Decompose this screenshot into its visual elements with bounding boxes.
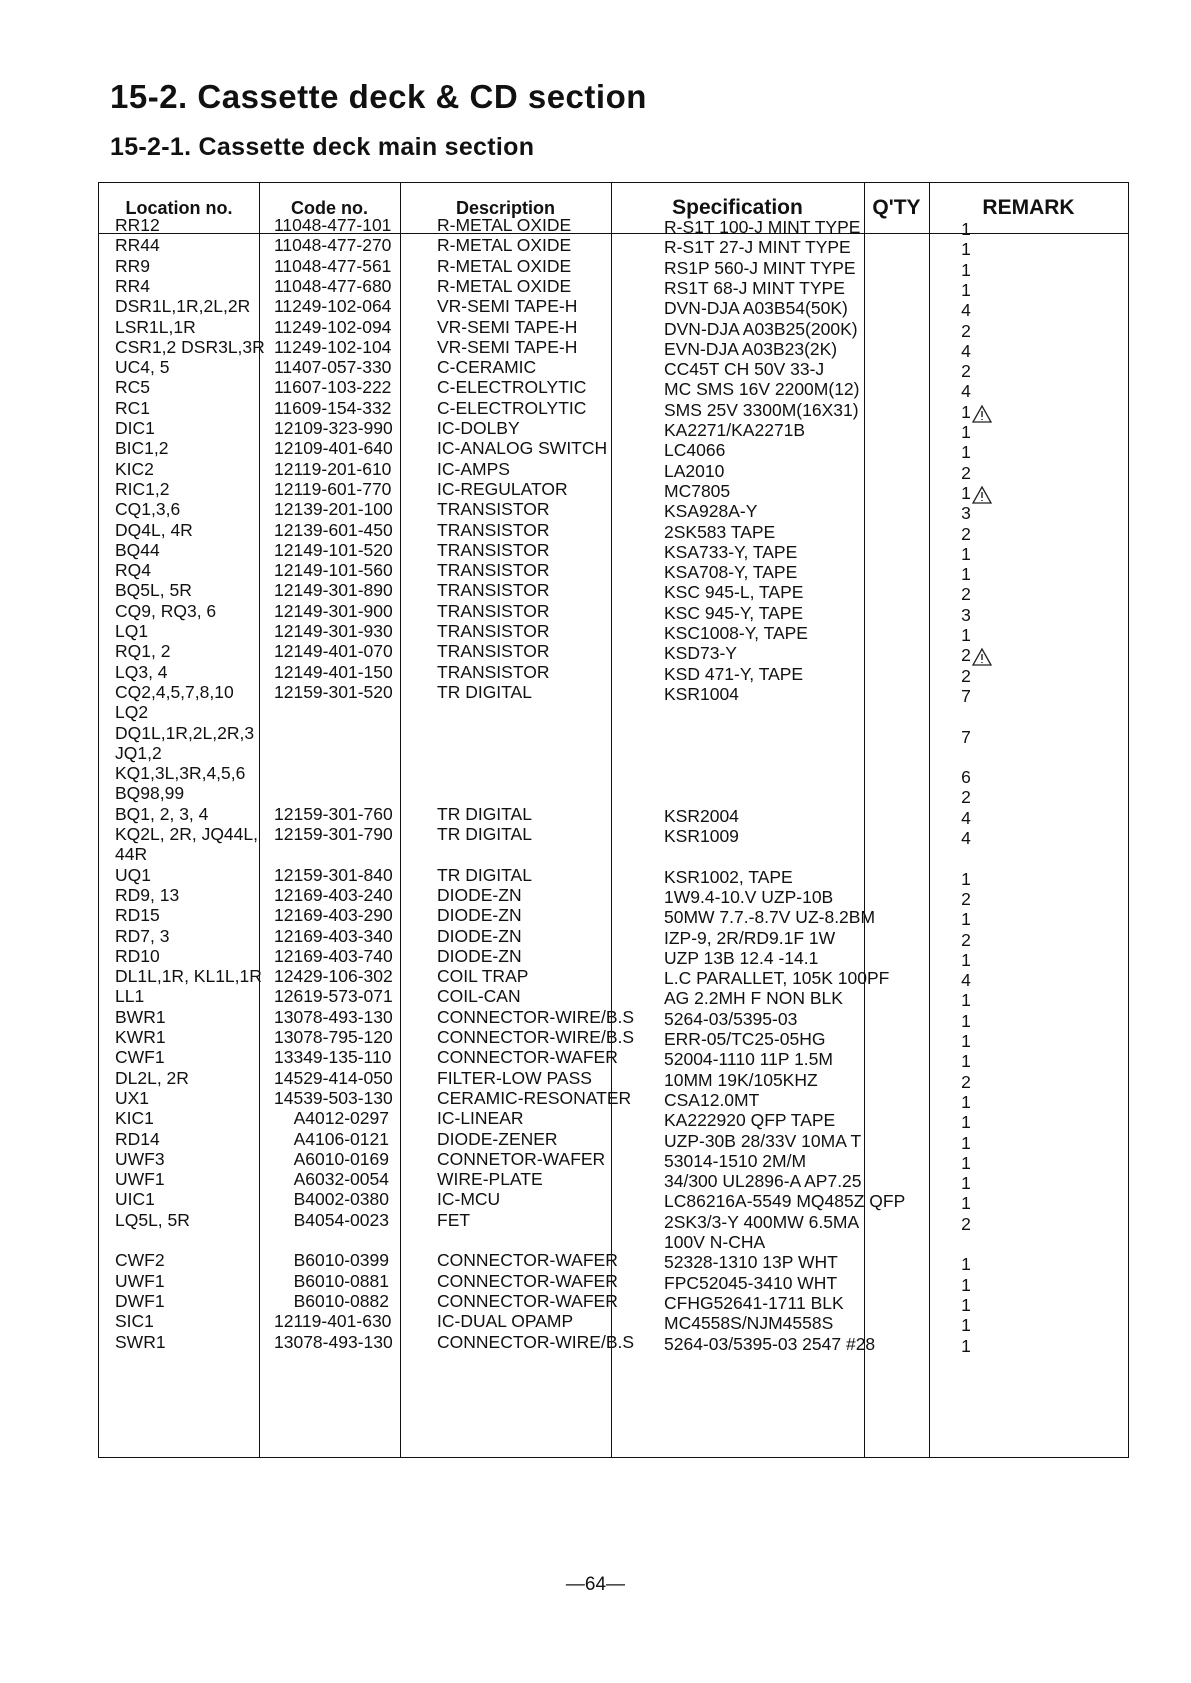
cell-code: 12159-301-790 bbox=[274, 824, 393, 844]
cell-code: 12149-301-930 bbox=[274, 621, 393, 641]
cell-specification: CC45T CH 50V 33-J bbox=[664, 359, 825, 380]
cell-qty: 1 bbox=[961, 1173, 971, 1194]
cell-description: TR DIGITAL bbox=[437, 803, 532, 824]
cell-location: RR12 bbox=[115, 215, 160, 235]
cell-description: DIODE-ZN bbox=[437, 925, 522, 946]
cell-location: CWF2 bbox=[115, 1250, 165, 1271]
page-heading: 15-2. Cassette deck & CD section bbox=[110, 78, 647, 115]
cell-qty: 2 bbox=[961, 787, 971, 808]
cell-description: VR-SEMI TAPE-H bbox=[437, 316, 578, 337]
cell-description: CONNECTOR-WIRE/B.S bbox=[437, 1006, 635, 1027]
cell-description: TR DIGITAL bbox=[437, 824, 532, 844]
cell-location: SWR1 bbox=[115, 1331, 166, 1352]
cell-code: 11249-102-064 bbox=[274, 296, 392, 317]
cell-description: C-CERAMIC bbox=[437, 357, 537, 378]
cell-description: CONNECTOR-WIRE/B.S bbox=[437, 1331, 635, 1352]
cell-code: 11407-057-330 bbox=[274, 357, 392, 378]
cell-specification: KSC 945-Y, TAPE bbox=[664, 602, 804, 623]
cell-qty: 2 bbox=[961, 645, 971, 666]
cell-qty: 3 bbox=[961, 604, 971, 625]
cell-description: TR DIGITAL bbox=[437, 864, 532, 885]
cell-code: 13078-493-130 bbox=[274, 1331, 393, 1352]
cell-code: 12139-201-100 bbox=[274, 499, 393, 520]
cell-qty: 7 bbox=[961, 685, 971, 706]
cell-code: 12619-573-071 bbox=[274, 986, 393, 1007]
cell-location: UIC1 bbox=[115, 1189, 155, 1210]
cell-code: 12159-301-760 bbox=[274, 803, 393, 824]
cell-location: LSR1L,1R bbox=[115, 316, 196, 337]
cell-code: 12149-401-070 bbox=[274, 641, 393, 662]
cell-code: 13349-135-110 bbox=[274, 1047, 392, 1068]
cell-specification: UZP-30B 28/33V 10MA T bbox=[664, 1130, 862, 1151]
cell-location: RC1 bbox=[115, 397, 151, 418]
cell-code: 12139-601-450 bbox=[274, 519, 393, 540]
cell-specification: L.C PARALLET, 105K 100PF bbox=[664, 968, 890, 989]
cell-specification: KSA733-Y, TAPE bbox=[664, 541, 798, 562]
cell-specification: KSR1002, TAPE bbox=[664, 866, 793, 887]
cell-description: FILTER-LOW PASS bbox=[437, 1067, 592, 1088]
cell-description: DIODE-ZN bbox=[437, 945, 522, 966]
cell-location: UC4, 5 bbox=[115, 357, 170, 378]
cell-code: 12149-401-150 bbox=[274, 661, 393, 682]
cell-code: 14539-503-130 bbox=[274, 1087, 393, 1108]
cell-code: 12119-201-610 bbox=[274, 458, 392, 479]
cell-description: TRANSISTOR bbox=[437, 600, 550, 621]
parts-table bbox=[98, 182, 1129, 1458]
cell-code: 13078-795-120 bbox=[274, 1027, 393, 1047]
cell-specification: 10MM 19K/105KHZ bbox=[664, 1069, 818, 1090]
cell-qty: 1 bbox=[961, 219, 971, 239]
cell-specification: 5264-03/5395-03 bbox=[664, 1008, 798, 1029]
cell-location: CWF1 bbox=[115, 1047, 165, 1068]
cell-qty: 1 bbox=[961, 909, 971, 930]
cell-code: B6010-0881 bbox=[293, 1270, 389, 1291]
cell-location: DIC1 bbox=[115, 418, 155, 438]
cell-specification: KSC1008-Y, TAPE bbox=[664, 623, 808, 643]
cell-location: UWF1 bbox=[115, 1270, 165, 1291]
cell-code: 13078-493-130 bbox=[274, 1006, 393, 1027]
cell-qty: 4 bbox=[961, 828, 971, 848]
cell-code: A4106-0121 bbox=[293, 1128, 389, 1149]
cell-description: COIL TRAP bbox=[437, 966, 529, 987]
cell-qty: 1 bbox=[961, 1031, 971, 1051]
cell-specification: FPC52045-3410 WHT bbox=[664, 1272, 838, 1293]
cell-qty: 1 bbox=[961, 442, 971, 463]
cell-specification: RS1P 560-J MINT TYPE bbox=[664, 257, 856, 278]
warning-triangle-icon bbox=[971, 647, 993, 667]
cell-qty: 1 bbox=[961, 1091, 971, 1112]
cell-specification: LC86216A-5549 MQ485Z QFP bbox=[664, 1191, 906, 1212]
cell-code: 12119-601-770 bbox=[274, 478, 392, 499]
cell-location: RR9 bbox=[115, 255, 151, 276]
cell-description: VR-SEMI TAPE-H bbox=[437, 296, 578, 317]
cell-location: RD14 bbox=[115, 1128, 160, 1149]
cell-location: LQ2 bbox=[115, 702, 149, 723]
cell-code: 11048-477-680 bbox=[274, 275, 392, 296]
cell-qty: 1 bbox=[961, 564, 971, 585]
cell-description: CONNECTOR-WIRE/B.S bbox=[437, 1027, 635, 1047]
cell-qty: 1 bbox=[961, 1152, 971, 1173]
cell-description: TR DIGITAL bbox=[437, 681, 532, 702]
cell-location: BQ5L, 5R bbox=[115, 580, 192, 601]
cell-code: 12169-403-340 bbox=[274, 925, 393, 946]
cell-description: CONNECTOR-WAFER bbox=[437, 1290, 618, 1311]
cell-specification: KSA928A-Y bbox=[664, 501, 758, 522]
header-description: Description bbox=[455, 197, 556, 218]
cell-location: RR4 bbox=[115, 275, 151, 296]
cell-code: 12149-301-890 bbox=[274, 580, 393, 601]
cell-code: 11249-102-104 bbox=[274, 336, 392, 357]
cell-specification: 5264-03/5395-03 2547 #28 bbox=[664, 1333, 876, 1354]
cell-description: TRANSISTOR bbox=[437, 560, 550, 581]
cell-code: 12169-403-740 bbox=[274, 945, 393, 966]
cell-description: IC-AMPS bbox=[437, 458, 510, 479]
cell-code: 11048-477-270 bbox=[274, 235, 392, 256]
cell-location: BWR1 bbox=[115, 1006, 166, 1027]
cell-description: C-ELECTROLYTIC bbox=[437, 377, 587, 398]
cell-location: JQ1,2 bbox=[115, 742, 162, 763]
cell-code: 11609-154-332 bbox=[274, 397, 392, 418]
cell-specification: 53014-1510 2M/M bbox=[664, 1150, 807, 1171]
cell-specification: 34/300 UL2896-A AP7.25 bbox=[664, 1171, 862, 1192]
cell-specification: KSD 471-Y, TAPE bbox=[664, 663, 804, 684]
cell-specification: R-S1T 27-J MINT TYPE bbox=[664, 237, 851, 258]
cell-description: CERAMIC-RESONATER bbox=[437, 1087, 632, 1108]
cell-code: 12119-401-630 bbox=[274, 1311, 392, 1332]
cell-qty: 2 bbox=[961, 929, 971, 950]
cell-location: RQ4 bbox=[115, 560, 151, 581]
cell-description: IC-LINEAR bbox=[437, 1108, 524, 1129]
cell-qty: 2 bbox=[961, 1071, 971, 1092]
cell-qty: 4 bbox=[961, 300, 971, 321]
cell-specification: CSA12.0MT bbox=[664, 1089, 760, 1110]
cell-location: KQ2L, 2R, JQ44L, bbox=[115, 824, 258, 844]
cell-qty: 1 bbox=[961, 1112, 971, 1133]
cell-specification: DVN-DJA A03B54(50K) bbox=[664, 298, 848, 319]
cell-specification: 2SK3/3-Y 400MW 6.5MA bbox=[664, 1211, 860, 1232]
cell-specification: MC4558S/NJM4558S bbox=[664, 1313, 834, 1334]
cell-description: CONNETOR-WAFER bbox=[437, 1148, 606, 1169]
cell-location: RD10 bbox=[115, 945, 160, 966]
cell-specification: ERR-05/TC25-05HG bbox=[664, 1029, 826, 1049]
cell-location: UWF1 bbox=[115, 1169, 165, 1190]
cell-code: B4002-0380 bbox=[293, 1189, 389, 1210]
cell-qty: 6 bbox=[961, 767, 971, 788]
cell-description: TRANSISTOR bbox=[437, 580, 550, 601]
cell-location: KQ1,3L,3R,4,5,6 bbox=[115, 763, 246, 784]
cell-qty: 1 bbox=[961, 949, 971, 970]
cell-code: 12109-323-990 bbox=[274, 418, 393, 438]
cell-description: CONNECTOR-WAFER bbox=[437, 1250, 618, 1271]
cell-description: DIODE-ZN bbox=[437, 905, 522, 926]
cell-location: UX1 bbox=[115, 1087, 150, 1108]
cell-description: TRANSISTOR bbox=[437, 519, 550, 540]
cell-description: CONNECTOR-WAFER bbox=[437, 1270, 618, 1291]
cell-qty: 1 bbox=[961, 1335, 971, 1356]
cell-qty: 1 bbox=[961, 1274, 971, 1295]
cell-qty: 1 bbox=[961, 990, 971, 1011]
cell-code: 12149-301-900 bbox=[274, 600, 393, 621]
cell-qty: 1 bbox=[961, 868, 971, 889]
cell-qty: 1 bbox=[961, 1132, 971, 1153]
cell-qty: 2 bbox=[961, 462, 971, 483]
header-specification: Specification bbox=[672, 196, 803, 219]
cell-qty: 2 bbox=[961, 320, 971, 341]
cell-qty: 1 bbox=[961, 482, 971, 503]
cell-qty: 1 bbox=[961, 239, 971, 260]
cell-qty: 1 bbox=[961, 401, 971, 422]
cell-description: TRANSISTOR bbox=[437, 661, 550, 682]
cell-specification: CFHG52641-1711 BLK bbox=[664, 1292, 844, 1313]
cell-qty: 1 bbox=[961, 1193, 971, 1214]
cell-location: LQ5L, 5R bbox=[115, 1209, 190, 1230]
cell-specification: 52004-1110 11P 1.5M bbox=[664, 1049, 833, 1070]
cell-qty: 1 bbox=[961, 543, 971, 564]
cell-specification: 52328-1310 13P WHT bbox=[664, 1252, 838, 1273]
cell-qty: 1 bbox=[961, 422, 971, 442]
cell-code: B6010-0882 bbox=[293, 1290, 389, 1311]
cell-description: VR-SEMI TAPE-H bbox=[437, 336, 578, 357]
cell-location: LQ1 bbox=[115, 621, 149, 641]
cell-description: C-ELECTROLYTIC bbox=[437, 397, 587, 418]
cell-specification: RS1T 68-J MINT TYPE bbox=[664, 277, 845, 298]
cell-qty: 4 bbox=[961, 381, 971, 402]
cell-location: UWF3 bbox=[115, 1148, 165, 1169]
cell-description: COIL-CAN bbox=[437, 986, 521, 1007]
cell-specification: EVN-DJA A03B23(2K) bbox=[664, 338, 838, 359]
cell-location: UQ1 bbox=[115, 864, 151, 885]
column-divider bbox=[259, 183, 260, 1457]
cell-location: RD9, 13 bbox=[115, 884, 180, 905]
cell-location: BQ98,99 bbox=[115, 783, 185, 804]
cell-specification: DVN-DJA A03B25(200K) bbox=[664, 318, 858, 339]
cell-specification: KSD73-Y bbox=[664, 643, 737, 664]
cell-qty: 4 bbox=[961, 807, 971, 828]
cell-description: IC-MCU bbox=[437, 1189, 501, 1210]
cell-code: 12169-403-240 bbox=[274, 884, 393, 905]
cell-specification: LC4066 bbox=[664, 440, 726, 461]
cell-code: 12109-401-640 bbox=[274, 438, 393, 459]
header-code: Code no. bbox=[291, 197, 368, 218]
cell-location: DQ1L,1R,2L,2R,3 bbox=[115, 722, 255, 743]
header-remark: REMARK bbox=[982, 196, 1075, 219]
cell-location: DWF1 bbox=[115, 1290, 165, 1311]
cell-location: DL1L,1R, KL1L,1R bbox=[115, 966, 262, 987]
cell-location: RD7, 3 bbox=[115, 925, 170, 946]
cell-location: CSR1,2 DSR3L,3R bbox=[115, 336, 265, 357]
cell-description: CONNECTOR-WAFER bbox=[437, 1047, 618, 1068]
cell-description: IC-DUAL OPAMP bbox=[437, 1311, 574, 1332]
header-qty: Q'TY bbox=[872, 196, 921, 219]
cell-location: SIC1 bbox=[115, 1311, 154, 1332]
cell-location: KWR1 bbox=[115, 1027, 166, 1047]
cell-location: DSR1L,1R,2L,2R bbox=[115, 296, 251, 317]
cell-code: 12169-403-290 bbox=[274, 905, 393, 926]
cell-specification: UZP 13B 12.4 -14.1 bbox=[664, 947, 819, 968]
warning-triangle-icon bbox=[971, 485, 993, 505]
cell-specification: KSC 945-L, TAPE bbox=[664, 582, 804, 603]
cell-code: A4012-0297 bbox=[293, 1108, 389, 1129]
cell-specification: MC SMS 16V 2200M(12) bbox=[664, 379, 860, 400]
cell-description: R-METAL OXIDE bbox=[437, 275, 572, 296]
cell-location: RC5 bbox=[115, 377, 151, 398]
cell-location: LQ3, 4 bbox=[115, 661, 168, 682]
cell-location: BIC1,2 bbox=[115, 438, 169, 459]
column-divider bbox=[864, 183, 865, 1457]
cell-qty: 2 bbox=[961, 361, 971, 382]
cell-description: TRANSISTOR bbox=[437, 539, 550, 560]
cell-qty: 1 bbox=[961, 279, 971, 300]
column-divider bbox=[400, 183, 401, 1457]
page-number: —64— bbox=[565, 1574, 626, 1595]
cell-qty: 1 bbox=[961, 625, 971, 645]
cell-specification: 2SK583 TAPE bbox=[664, 521, 776, 542]
cell-location: RQ1, 2 bbox=[115, 641, 171, 662]
cell-code: 14529-414-050 bbox=[274, 1067, 393, 1088]
cell-code: 12149-101-520 bbox=[274, 539, 393, 560]
cell-location: BQ44 bbox=[115, 539, 160, 560]
cell-description: TRANSISTOR bbox=[437, 641, 550, 662]
warning-triangle-icon bbox=[971, 404, 993, 424]
cell-specification: KA222920 QFP TAPE bbox=[664, 1110, 836, 1131]
cell-qty: 4 bbox=[961, 340, 971, 361]
cell-qty: 2 bbox=[961, 1213, 971, 1234]
cell-qty: 1 bbox=[961, 1051, 971, 1072]
cell-qty: 1 bbox=[961, 1315, 971, 1336]
cell-qty: 7 bbox=[961, 726, 971, 747]
cell-qty: 4 bbox=[961, 970, 971, 991]
cell-location: BQ1, 2, 3, 4 bbox=[115, 803, 209, 824]
cell-specification: 100V N-CHA bbox=[664, 1232, 766, 1252]
cell-code: 11607-103-222 bbox=[274, 377, 392, 398]
cell-code: 12149-101-560 bbox=[274, 560, 393, 581]
column-divider bbox=[929, 183, 930, 1457]
cell-qty: 1 bbox=[961, 259, 971, 280]
cell-specification: MC7805 bbox=[664, 480, 731, 501]
cell-code: 11048-477-101 bbox=[274, 215, 392, 235]
cell-specification: R-S1T 100-J MINT TYPE bbox=[664, 217, 861, 237]
cell-specification: IZP-9, 2R/RD9.1F 1W bbox=[664, 927, 836, 948]
cell-location: DL2L, 2R bbox=[115, 1067, 189, 1088]
cell-qty: 2 bbox=[961, 584, 971, 605]
cell-location: LL1 bbox=[115, 986, 145, 1007]
cell-qty: 3 bbox=[961, 503, 971, 524]
cell-specification: KSR1004 bbox=[664, 683, 739, 704]
cell-specification: KSR2004 bbox=[664, 805, 739, 826]
cell-specification: LA2010 bbox=[664, 460, 725, 481]
cell-code: 12159-301-840 bbox=[274, 864, 393, 885]
cell-qty: 1 bbox=[961, 1254, 971, 1275]
cell-code: 12159-301-520 bbox=[274, 681, 393, 702]
cell-qty: 2 bbox=[961, 665, 971, 686]
cell-qty: 2 bbox=[961, 888, 971, 909]
cell-location: RIC1,2 bbox=[115, 478, 170, 499]
cell-specification: KSA708-Y, TAPE bbox=[664, 562, 798, 583]
cell-qty: 1 bbox=[961, 1010, 971, 1031]
cell-qty: 1 bbox=[961, 1294, 971, 1315]
cell-specification: 50MW 7.7.-8.7V UZ-8.2BM bbox=[664, 907, 876, 928]
cell-description: IC-DOLBY bbox=[437, 418, 520, 438]
cell-description: DIODE-ZENER bbox=[437, 1128, 558, 1149]
cell-code: A6010-0169 bbox=[293, 1148, 389, 1169]
cell-specification: KA2271/KA2271B bbox=[664, 420, 806, 440]
cell-code: 11048-477-561 bbox=[274, 255, 392, 276]
cell-code: B4054-0023 bbox=[293, 1209, 389, 1230]
section-subheading: 15-2-1. Cassette deck main section bbox=[110, 133, 535, 161]
cell-description: IC-REGULATOR bbox=[437, 478, 568, 499]
cell-location: 44R bbox=[115, 844, 148, 865]
cell-location: KIC2 bbox=[115, 458, 154, 479]
cell-location: CQ9, RQ3, 6 bbox=[115, 600, 217, 621]
cell-description: TRANSISTOR bbox=[437, 499, 550, 520]
cell-qty: 2 bbox=[961, 523, 971, 544]
cell-location: RR44 bbox=[115, 235, 160, 256]
cell-description: R-METAL OXIDE bbox=[437, 235, 572, 256]
cell-description: R-METAL OXIDE bbox=[437, 215, 572, 235]
cell-location: KIC1 bbox=[115, 1108, 154, 1129]
cell-description: IC-ANALOG SWITCH bbox=[437, 438, 608, 459]
cell-description: WIRE-PLATE bbox=[437, 1169, 543, 1190]
cell-specification: SMS 25V 3300M(16X31) bbox=[664, 399, 859, 420]
cell-code: 11249-102-094 bbox=[274, 316, 392, 337]
cell-specification: 1W9.4-10.V UZP-10B bbox=[664, 886, 834, 907]
cell-specification: KSR1009 bbox=[664, 826, 739, 846]
cell-code: 12429-106-302 bbox=[274, 966, 393, 987]
cell-description: DIODE-ZN bbox=[437, 884, 522, 905]
cell-location: CQ1,3,6 bbox=[115, 499, 181, 520]
cell-code: B6010-0399 bbox=[293, 1250, 389, 1271]
cell-description: R-METAL OXIDE bbox=[437, 255, 572, 276]
header-location: Location no. bbox=[125, 197, 233, 218]
cell-description: TRANSISTOR bbox=[437, 621, 550, 641]
cell-location: RD15 bbox=[115, 905, 160, 926]
cell-specification: AG 2.2MH F NON BLK bbox=[664, 988, 843, 1009]
cell-code: A6032-0054 bbox=[293, 1169, 389, 1190]
cell-description: FET bbox=[437, 1209, 471, 1230]
cell-location: DQ4L, 4R bbox=[115, 519, 193, 540]
cell-location: CQ2,4,5,7,8,10 bbox=[115, 681, 234, 702]
